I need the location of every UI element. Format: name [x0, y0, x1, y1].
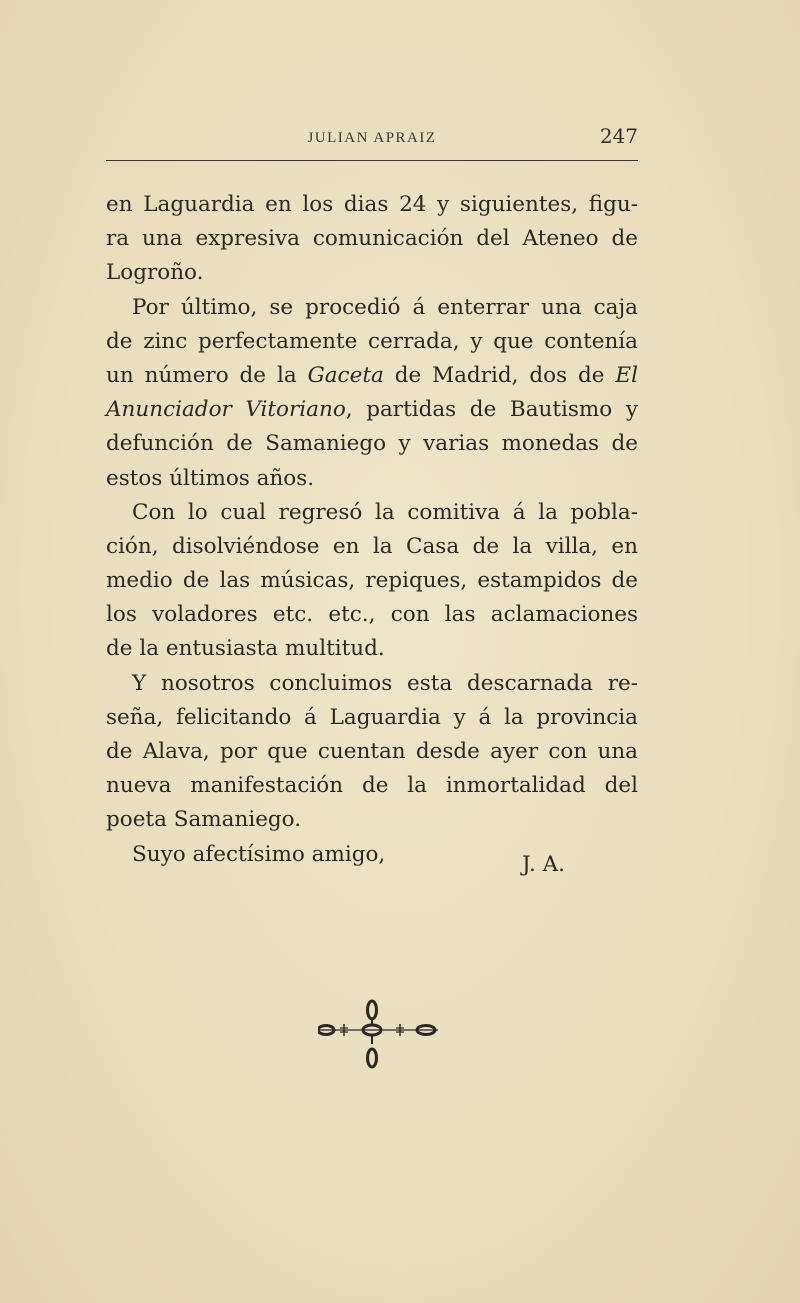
text-line: defunción de Samaniego y varias monedas de: [106, 431, 638, 457]
text-line: Logroño.: [106, 260, 204, 286]
text-line: Con lo cual regresó la comitiva á la pobla-: [132, 499, 638, 525]
text-line: nueva manifestación de la inmortalidad del: [106, 773, 638, 799]
text-line: en Laguardia en los dias 24 y siguientes, figu-: [106, 192, 638, 217]
text-line: Por último, se procedió á enterrar una caja: [132, 294, 638, 320]
italic-title: Gaceta: [307, 362, 384, 388]
text-line: ción, disolviéndose en la Casa de la villa, en: [106, 533, 638, 559]
signature: J. A.: [522, 852, 565, 877]
text-line: medio de las músicas, repiques, estampidos de: [106, 568, 638, 594]
page-number: 247: [599, 124, 638, 148]
text-line: de zinc perfectamente cerrada, y que contenía: [106, 328, 638, 354]
text-line: de Alava, por que cuentan desde ayer con una: [106, 739, 638, 764]
running-head: [106, 120, 638, 154]
chain-ornament-icon: [318, 988, 438, 1080]
text-line: Suyo afectísimo amigo,: [132, 841, 386, 867]
italic-title: El: [615, 362, 638, 388]
italic-title: Anunciador Vitoriano: [106, 397, 346, 423]
text-line: los voladores etc. etc., con las aclamaciones: [106, 602, 638, 628]
body-text: [106, 188, 638, 872]
text-line: de la entusiasta multitud.: [106, 636, 385, 662]
running-title: JULIAN APRAIZ: [307, 130, 437, 146]
text-line: ra una expresiva comunicación del Ateneo de: [106, 226, 638, 252]
text-line: estos últimos años.: [106, 465, 315, 491]
text-line-mixed: Anunciador Vitoriano, partidas de Bautismo y: [106, 397, 638, 423]
text-line-mixed: un número de la Gaceta de Madrid, dos de El: [106, 362, 638, 388]
text-line: poeta Samaniego.: [106, 807, 302, 833]
text-line: seña, felicitando á Laguardia y á la provincia: [106, 704, 638, 730]
text-line: Y nosotros concluimos esta descarnada re-: [132, 670, 638, 696]
header-rule: [106, 160, 638, 161]
